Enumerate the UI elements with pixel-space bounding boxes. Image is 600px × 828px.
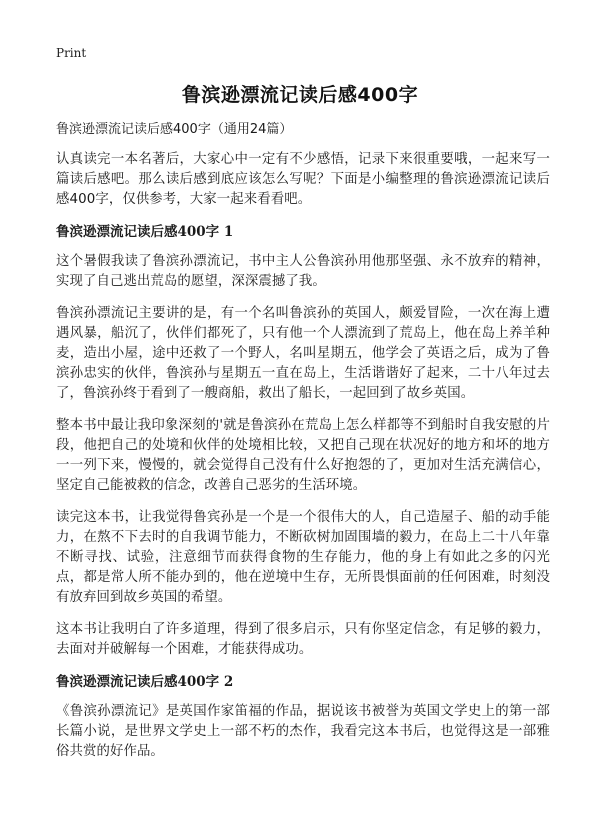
intro-paragraph: 认真读完一本名著后，大家心中一定有不少感悟，记录下来很重要哦，一起来写一篇读后感吧。那么读后感到底应该怎么写呢？下面是小编整理的鲁滨逊漂流记读后感400字，仅供参考，大家一起来看看吧。 <box>56 152 550 207</box>
article-body <box>56 120 550 774</box>
paragraph: 读完这本书，让我觉得鲁宾孙是一个是一个很伟大的人，自己造屋子、船的动手能力，在熬不下去时的自我调节能力，不断砍树加固围墙的毅力，在岛上二十八年靠不断寻找、试验，注意细节而获得食物的生存能力，他的身上有如此之多的闪光点，都是常人所不能办到的，他在逆境中生存，无所畏惧面前的任何困难，时刻没有放弃回到故乡英国的希望。 <box>56 510 550 605</box>
paragraph: 整本书中最让我印象深刻的'就是鲁滨孙在荒岛上怎么样都等不到船时自我安慰的片段，他把自己的处境和伙伴的处境相比较，又把自己现在状况好的地方和坏的地方一一列下来，慢慢的，就会觉得自己没有什么好抱怨的了，更加对生活充满信心，坚定自己能被救的信念，改善自己恶劣的生活环境。 <box>56 418 550 493</box>
paragraph: 《鲁滨孙漂流记》是英国作家笛福的作品，据说该书被誉为英国文学史上的第一部长篇小说，是世界文学史上一部不朽的杰作，我看完这本书后，也觉得这是一部雅俗共赏的好作品。 <box>56 704 550 759</box>
section-heading: 鲁滨逊漂流记读后感400字 1 <box>56 224 234 240</box>
section-heading: 鲁滨逊漂流记读后感400字 2 <box>56 674 234 690</box>
article-subtitle: 鲁滨逊漂流记读后感400字（通用24篇） <box>56 122 293 137</box>
paragraph: 这本书让我明白了许多道理，得到了很多启示，只有你坚定信念，有足够的毅力，去面对并破解每一个困难，才能获得成功。 <box>56 622 550 657</box>
print-link[interactable]: Print <box>56 46 87 60</box>
page-title: 鲁滨逊漂流记读后感400字 <box>181 84 419 106</box>
paragraph: 这个暑假我读了鲁滨孙漂流记，书中主人公鲁滨孙用他那坚强、永不放弃的精神，实现了自己逃出荒岛的愿望，深深震撼了我。 <box>56 254 550 289</box>
paragraph: 鲁滨孙漂流记主要讲的是，有一个名叫鲁滨孙的英国人，颇爱冒险，一次在海上遭遇风暴，船沉了，伙伴们都死了，只有他一个人漂流到了荒岛上，他在岛上养羊种麦，造出小屋，途中还救了一个野人，名叫星期五，他学会了英语之后，成为了鲁滨孙忠实的伙伴，鲁滨孙与星期五一直在岛上，生活谐谐好了起来，二十八年过去了，鲁滨孙终于看到了一艘商船，救出了船长，一起回到了故乡英国。 <box>56 306 550 401</box>
